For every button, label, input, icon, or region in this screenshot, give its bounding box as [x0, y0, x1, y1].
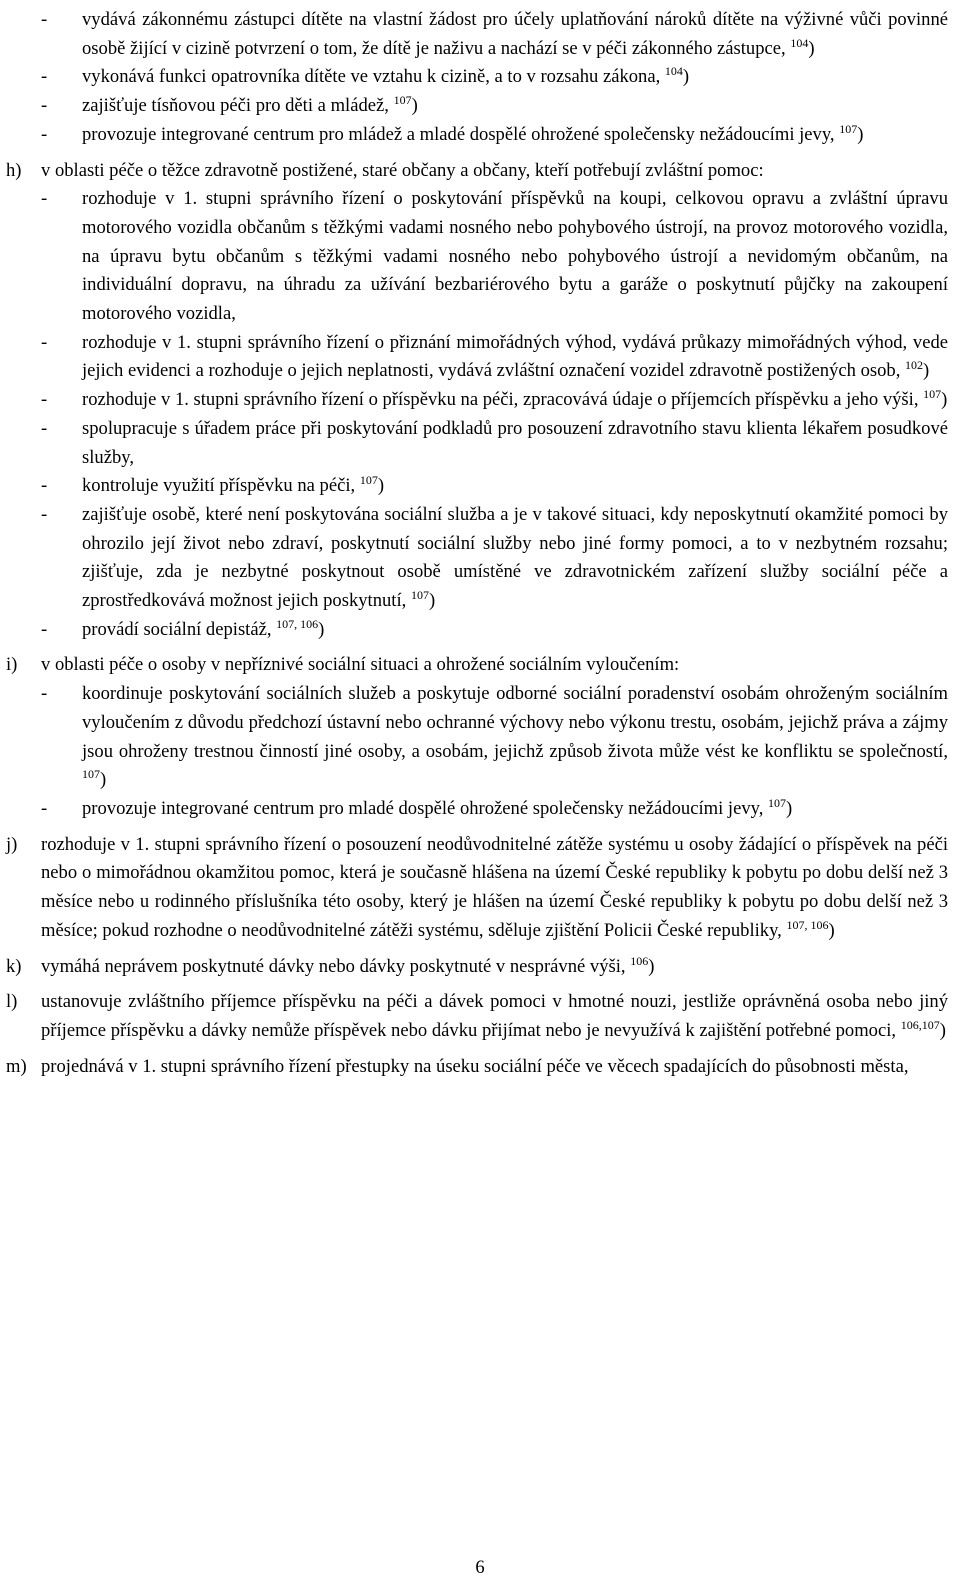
list-dash: -: [41, 417, 48, 439]
footnote-ref: 104: [664, 64, 683, 79]
section-label: l): [6, 991, 18, 1013]
list-item: - zajišťuje osobě, které není poskytována sociální služba a je v takové situaci, kdy neposkytnutí okamžité pomoci by ohrozilo její život nebo zdraví, poskytnutí sociální služby nebo jiné formy pomoci, a to v nezbytném rozsahu; zjišťuje, zda je nezbytné poskytnout osobě umístěné ve zdravotnickém zařízení služby sociální péče a zprostředkovává možnost jejich poskytnutí, $^{107}$): [41, 501, 948, 616]
section-text: projednává v 1. stupni správního řízení přestupky na úseku sociální péče ve věcech spadajících do působnosti města,: [41, 1055, 909, 1077]
list-dash: -: [41, 331, 48, 353]
section-text: ustanovuje zvláštního příjemce příspěvku na péči a dávek pomoci v hmotné nouzi, jestliže oprávněná osoba nebo jiný příjemce příspěvku a dávky nemůže příspěvek nebo dávku přijímat nebo je nevyužívá k zajištění potřebné pomoci, $^{106,107}$): [41, 991, 948, 1041]
footnote-ref: 107: [82, 767, 100, 782]
section-label: m): [6, 1055, 27, 1077]
footnote-ref: 107: [393, 93, 412, 108]
list-item: - provozuje integrované centrum pro mládež a mladé dospělé ohrožené společensky nežádoucími jevy, $^{107}$): [41, 121, 948, 150]
section-text: vymáhá neprávem poskytnuté dávky nebo dávky poskytnuté v nesprávné výši, $^{106}$): [41, 953, 655, 977]
list-dash: -: [41, 66, 48, 88]
list-dash: -: [41, 683, 48, 705]
list-dash: -: [41, 95, 48, 117]
footnote-ref: 107: [410, 588, 429, 603]
section-heading: v oblasti péče o těžce zdravotně postižené, staré občany a občany, kteří potřebují zvláštní pomoc:: [41, 159, 764, 181]
page-number: 6: [475, 1557, 485, 1578]
list-item: - spolupracuje s úřadem práce při poskytování podkladů pro posouzení zdravotního stavu klienta lékařem posudkové služby,: [41, 415, 948, 472]
list-dash: -: [41, 9, 48, 30]
section-h: [0, 157, 960, 645]
footnote-ref: 104: [790, 35, 809, 50]
list-item: - provozuje integrované centrum pro mladé dospělé ohrožené společensky nežádoucími jevy, $^{107}$): [41, 795, 948, 824]
section-m: [0, 1053, 960, 1082]
footnote-ref: 107: [839, 121, 858, 136]
list-item: - vykonává funkci opatrovníka dítěte ve vztahu k cizině, a to v rozsahu zákona, $^{104}$): [41, 63, 948, 92]
list-dash: -: [41, 389, 48, 411]
list-item: - rozhoduje v 1. stupni správního řízení o poskytování příspěvků na koupi, celkovou opravu a zvláštní úpravu motorového vozidla občanům s těžkými vadami nosného nebo pohybového ústrojí, na provoz motorového vozidla, na úpravu bytu občanům s těžkými vadami nosného nebo pohybového ústrojí a nevidomým občanům, na individuální dopravu, na úhradu za užívání bezbariérového bytu a garáže o poskytnutí půjčky na zakoupení motorového vozidla,: [41, 185, 948, 329]
footnote-ref: 107, 106: [786, 917, 829, 932]
list-dash: -: [41, 797, 48, 819]
section-label: k): [6, 955, 22, 977]
list-item: - rozhoduje v 1. stupni správního řízení o přiznání mimořádných výhod, vydává průkazy mimořádných výhod, vede jejich evidenci a rozhoduje o jejich neplatnosti, vydává zvláštní označení vozidel zdravotně postižených osob, $^{102}$): [41, 329, 948, 386]
section-label: j): [6, 833, 18, 855]
document-body: [0, 6, 960, 1081]
section-l: [0, 988, 960, 1045]
list-item: - rozhoduje v 1. stupni správního řízení o příspěvku na péči, zpracovává údaje o příjemcích příspěvku a jeho výši, $^{107}$): [41, 386, 948, 415]
list-item: - zajišťuje tísňovou péči pro děti a mládež, $^{107}$): [41, 92, 948, 121]
footnote-ref: 107, 106: [276, 616, 319, 631]
list-item: - kontroluje využití příspěvku na péči, $^{107}$): [41, 472, 948, 501]
list-item: - vydává zákonnému zástupci dítěte na vlastní žádost pro účely uplatňování nároků dítěte na výživné vůči povinné osobě žijící v cizině potvrzení o tom, že dítě je naživu a nachází se v péči zákonného zástupce, $^{104}$): [41, 6, 948, 63]
list-dash: -: [41, 618, 48, 640]
continued-items: [0, 6, 960, 150]
footnote-ref: 102: [905, 358, 924, 373]
section-label: h): [6, 159, 22, 181]
footnote-ref: 107: [359, 473, 378, 488]
section-k: [0, 953, 960, 982]
list-dash: -: [41, 475, 48, 497]
section-heading: v oblasti péče o osoby v nepříznivé sociální situaci a ohrožené sociálním vyloučením:: [41, 654, 680, 676]
footnote-ref: 106,107: [900, 1017, 940, 1032]
section-i: [0, 651, 960, 823]
section-j: [0, 831, 960, 946]
section-label: i): [6, 654, 18, 676]
list-dash: -: [41, 503, 48, 525]
footnote-ref: 107: [923, 387, 942, 402]
section-text: rozhoduje v 1. stupni správního řízení o posouzení neodůvodnitelné zátěže systému u osoby žádající o příspěvek na péči nebo o mimořádnou okamžitou pomoc, která je současně hlášena na území České republiky k pobytu po dobu delší než 3 měsíce nebo u rodinného příslušníka této osoby, který je hlášen na území České republiky k pobytu po dobu delší než 3 měsíce; pokud rozhodne o neodůvodnitelné zátěži systému, sděluje zjištění Policii České republiky, $^{107, 106}$): [41, 833, 948, 941]
list-item: - provádí sociální depistáž, $^{107, 106}$): [41, 616, 948, 645]
list-item: - koordinuje poskytování sociálních služeb a poskytuje odborné sociální poradenství osobám ohroženým sociálním vyloučením z důvodu předchozí ústavní nebo ochranné výchovy nebo výkonu trestu, osobám, jejichž práva a zájmy jsou ohroženy trestnou činností jiné osoby, a osobám, jejichž způsob života může vést ke konfliktu se společností, $^{107}$): [41, 680, 948, 795]
list-dash: -: [41, 123, 48, 145]
footnote-ref: 106: [630, 953, 649, 968]
list-dash: -: [41, 188, 48, 210]
footnote-ref: 107: [768, 795, 787, 810]
